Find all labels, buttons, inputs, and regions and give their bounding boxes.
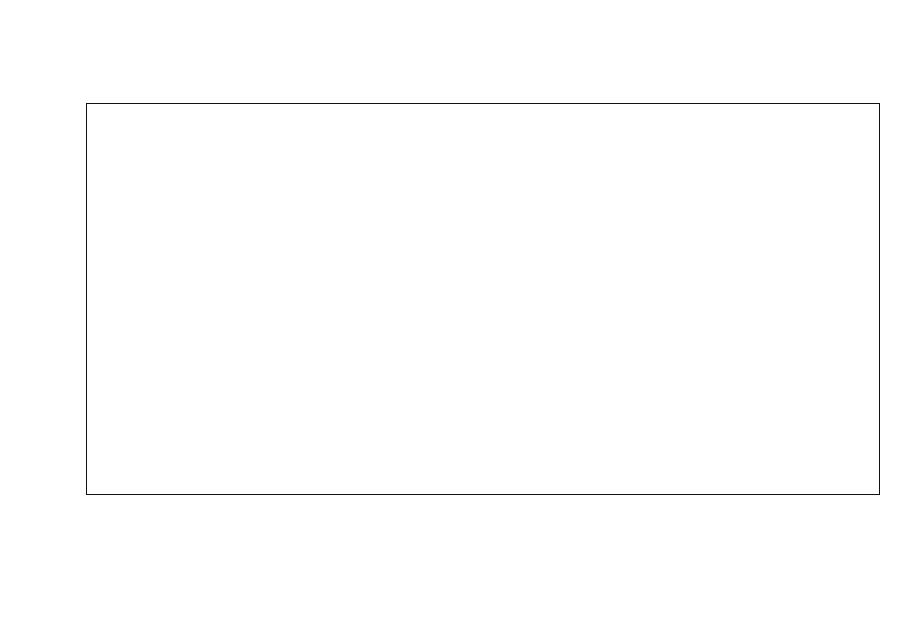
budget-table (86, 103, 880, 495)
